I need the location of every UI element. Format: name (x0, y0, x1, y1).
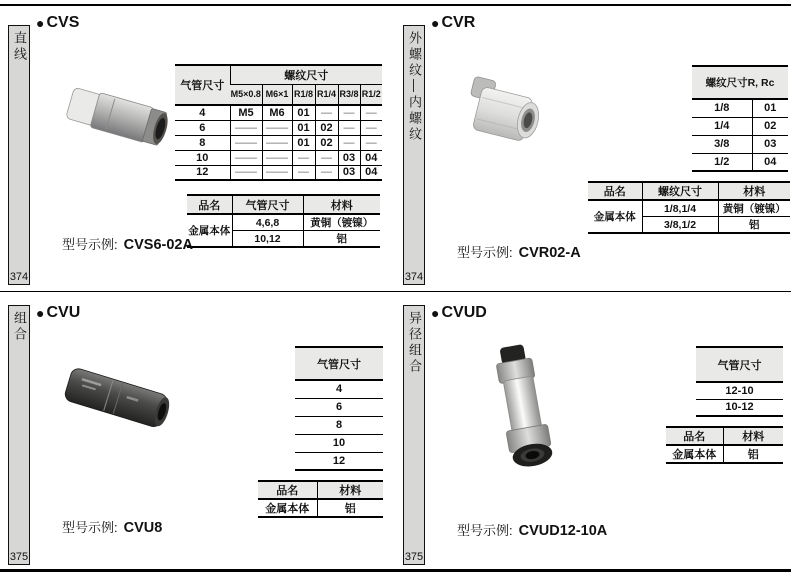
table-cell: 12-10 (696, 382, 783, 399)
table-cell: —— (230, 120, 262, 135)
section-cvs (0, 6, 395, 291)
table-row (692, 66, 788, 99)
table-cell: 金属本体 (672, 449, 717, 461)
table-cell: — (360, 120, 382, 135)
table-row (175, 105, 382, 120)
cvu-material-table (258, 480, 383, 518)
model-example-value: CVU8 (123, 520, 163, 536)
table-cell: 4 (175, 105, 230, 120)
table-row (175, 165, 382, 180)
table-cell: 金属本体 (588, 200, 642, 233)
table-row (187, 195, 380, 214)
table-cell: 02 (315, 135, 338, 150)
table-header-cell: R3/8 (338, 84, 360, 105)
table-header-cell: 气管尺寸 (175, 65, 230, 105)
table-row (696, 347, 783, 382)
bullet-icon: ● (431, 15, 440, 31)
table-row (696, 399, 783, 416)
cvud-tube-size-table (696, 346, 783, 417)
table-row (175, 135, 382, 150)
table-cell: —— (230, 150, 262, 165)
table-cell: 10,12 (232, 231, 303, 248)
table-cell: 12 (196, 166, 209, 179)
table-cell: 02 (752, 117, 788, 135)
sidebar-cvu (8, 305, 30, 565)
table-header-cell: 气管尺寸 (696, 347, 783, 382)
table-cell: — (292, 165, 315, 180)
table-header-cell: 材料 (723, 427, 783, 445)
page-number: 375 (404, 551, 424, 563)
cvu-product-photo (52, 351, 182, 446)
section-title (431, 14, 475, 32)
sidebar-cvs (8, 25, 30, 285)
table-cell: 10-12 (725, 401, 754, 414)
table-cell: 铝 (317, 499, 383, 517)
section-cvr (395, 6, 791, 291)
model-example-label: 型号示例: (62, 237, 118, 252)
table-cell: —— (262, 135, 292, 150)
category-label: 组合 (12, 311, 27, 343)
table-header-cell: 螺纹尺寸 (230, 65, 382, 84)
table-header-cell: R1/4 (315, 84, 338, 105)
model-example (62, 517, 162, 536)
table-cell: 6 (295, 398, 383, 416)
table-row (295, 380, 383, 398)
table-cell: —— (230, 165, 262, 180)
table-header-cell: 螺纹尺寸R, Rc (692, 66, 788, 99)
table-row (588, 200, 790, 217)
section-title-text: CVUD (441, 304, 487, 321)
table-cell: 03 (338, 150, 360, 165)
section-title-text: CVU (46, 304, 81, 321)
table-cell: 01 (292, 105, 315, 120)
table-cell: 04 (360, 165, 382, 180)
table-row (295, 416, 383, 434)
model-example-label: 型号示例: (62, 520, 118, 535)
table-row (295, 347, 383, 380)
table-cell: — (315, 105, 338, 120)
model-example (62, 234, 193, 253)
bullet-icon: ● (36, 305, 45, 321)
table-cell: 1/8 (692, 99, 752, 117)
table-cell: 04 (360, 150, 382, 165)
table-cell: 黄铜（镀镍） (303, 214, 380, 231)
table-row (295, 398, 383, 416)
table-header-cell: 气管尺寸 (295, 347, 383, 380)
table-cell: 1/4 (692, 117, 752, 135)
table-row (258, 481, 383, 499)
table-row (295, 452, 383, 470)
table-header-cell: R1/8 (292, 84, 315, 105)
table-row (588, 182, 790, 200)
table-row (175, 120, 382, 135)
model-example-label: 型号示例: (457, 245, 513, 260)
table-row (175, 65, 382, 84)
table-cell: 3/8,1/2 (642, 217, 718, 234)
table-cell: 03 (752, 135, 788, 153)
table-cell: 1/8,1/4 (642, 200, 718, 217)
cvu-tube-size-table (295, 346, 383, 471)
table-cell: 12 (332, 454, 346, 467)
table-cell: 6 (175, 120, 230, 135)
page-number: 375 (9, 551, 29, 563)
table-header-cell: 品名 (258, 481, 317, 499)
cvr-product-photo (443, 68, 563, 158)
table-cell: 8 (175, 135, 230, 150)
table-cell: — (292, 150, 315, 165)
page-number: 374 (404, 271, 424, 283)
table-cell: —— (262, 165, 292, 180)
model-example-value: CVR02-A (518, 245, 581, 261)
table-cell: 03 (338, 165, 360, 180)
table-row (666, 445, 783, 463)
table-row (187, 214, 380, 231)
table-cell: — (338, 105, 360, 120)
table-header-cell: 品名 (666, 427, 723, 445)
model-example-label: 型号示例: (457, 523, 513, 538)
table-cell: 10 (175, 150, 230, 165)
table-cell: 01 (752, 99, 788, 117)
table-cell: 铝 (303, 231, 380, 248)
table-cell: M6 (262, 105, 292, 120)
table-cell: —— (262, 120, 292, 135)
table-cell: 金属本体 (265, 503, 310, 515)
divider-bottom (0, 569, 791, 572)
table-cell: 02 (315, 120, 338, 135)
section-title-text: CVR (441, 14, 476, 31)
table-header-cell: M5×0.8 (230, 84, 262, 105)
table-cell: — (315, 165, 338, 180)
bullet-icon: ● (36, 15, 45, 31)
table-cell: — (338, 135, 360, 150)
sidebar-cvr (403, 25, 425, 285)
cvud-material-table (666, 426, 783, 464)
sidebar-cvud (403, 305, 425, 565)
table-cell: 铝 (718, 217, 790, 234)
table-row (175, 150, 382, 165)
table-row (692, 153, 788, 171)
table-cell: 金属本体 (187, 214, 232, 247)
table-row (692, 99, 788, 117)
table-cell: 01 (292, 120, 315, 135)
table-header-cell: M6×1 (262, 84, 292, 105)
cvs-material-table (187, 194, 380, 248)
cvr-material-table (588, 181, 790, 234)
page-number: 374 (9, 271, 29, 283)
table-row (295, 434, 383, 452)
model-example (457, 242, 581, 261)
section-title (431, 304, 487, 322)
table-cell: —— (262, 150, 292, 165)
table-header-cell: 螺纹尺寸 (642, 182, 718, 200)
model-example-value: CVUD12-10A (518, 523, 608, 539)
table-cell: 04 (752, 153, 788, 171)
table-row (696, 382, 783, 399)
table-cell: 4 (295, 380, 383, 398)
table-cell: — (338, 120, 360, 135)
model-example-value: CVS6-02A (123, 237, 193, 253)
category-label: 直线 (12, 31, 27, 63)
table-header-cell: 材料 (317, 481, 383, 499)
table-cell: 1/2 (714, 155, 730, 168)
section-title (36, 304, 80, 322)
table-header-cell: 品名 (187, 195, 232, 214)
table-header-cell: 品名 (588, 182, 642, 200)
divider-middle (0, 291, 791, 292)
table-header-cell: 材料 (718, 182, 790, 200)
section-cvu (0, 293, 395, 569)
model-example (457, 520, 607, 539)
table-cell: 10 (295, 434, 383, 452)
table-header-cell: 气管尺寸 (232, 195, 303, 214)
table-cell: 3/8 (692, 135, 752, 153)
table-header-cell: R1/2 (360, 84, 382, 105)
table-cell: — (360, 105, 382, 120)
table-row (258, 499, 383, 517)
table-cell: — (315, 150, 338, 165)
section-title-text: CVS (46, 14, 80, 31)
table-cell: 黄铜（镀镍） (718, 200, 790, 217)
cvud-product-photo (453, 337, 593, 477)
bullet-icon: ● (431, 305, 440, 321)
section-title (36, 14, 79, 32)
table-cell: 01 (292, 135, 315, 150)
table-header-cell: 材料 (303, 195, 380, 214)
cvs-product-photo (58, 72, 183, 162)
table-cell: 4,6,8 (232, 214, 303, 231)
cvs-thread-size-table (175, 64, 382, 181)
category-label: 外螺纹—内螺纹 (407, 31, 422, 143)
category-label: 异径组合 (407, 311, 422, 375)
table-row (692, 117, 788, 135)
table-cell: 8 (295, 416, 383, 434)
table-row (692, 135, 788, 153)
table-row (666, 427, 783, 445)
table-cell: M5 (230, 105, 262, 120)
table-cell: —— (230, 135, 262, 150)
cvr-thread-size-table (692, 65, 788, 172)
table-cell: — (360, 135, 382, 150)
section-cvud (395, 293, 791, 569)
table-cell: 铝 (723, 445, 783, 463)
